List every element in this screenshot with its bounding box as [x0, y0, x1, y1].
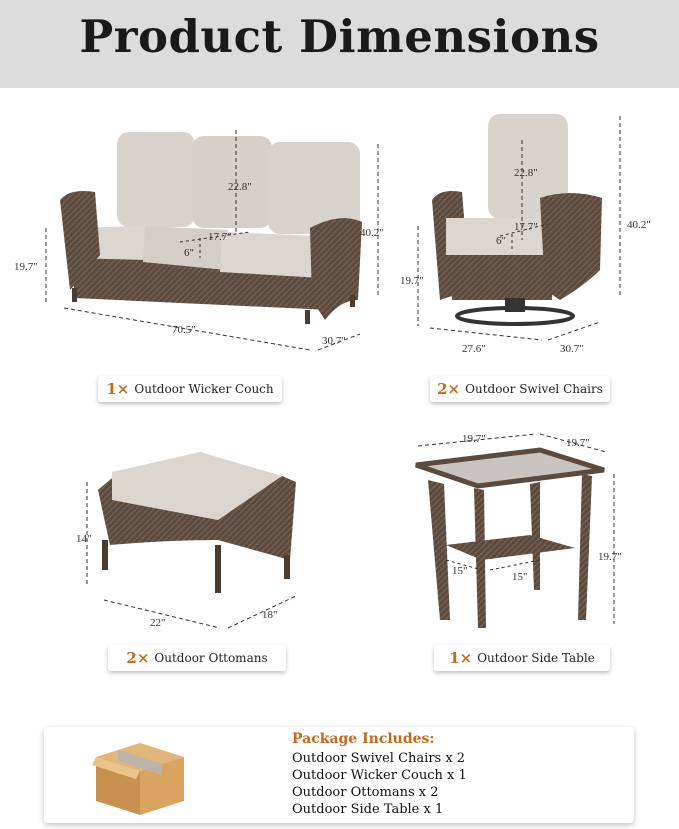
couch-quantity: 1×: [106, 380, 130, 398]
table-shelf-depth: 15": [512, 571, 528, 583]
table-shelf-width: 15": [452, 565, 468, 577]
ottoman-illustration: [76, 452, 296, 629]
box-icon: [92, 735, 188, 817]
package-title: Package Includes:: [292, 731, 435, 747]
chair-back-height: 22.8": [514, 167, 538, 179]
package-list: [292, 750, 467, 818]
chair-caption: [430, 376, 610, 402]
page-title: Product Dimensions: [79, 10, 600, 63]
chair-illustration: [400, 114, 651, 355]
ottoman-width: 22": [150, 617, 166, 629]
couch-label: Outdoor Wicker Couch: [134, 382, 274, 396]
chair-cushion: 6": [496, 235, 506, 247]
ottoman-height: 14": [76, 533, 92, 545]
chair-seat-height: 19.7": [400, 275, 424, 287]
chair-width: 27.6": [462, 343, 486, 355]
couch-seat-height: 19.7": [14, 261, 38, 273]
package-item: Outdoor Side Table x 1: [292, 802, 444, 817]
chair-total-height: 40.2": [627, 219, 651, 231]
couch-total-height: 40.2": [360, 227, 384, 239]
couch-caption: [98, 376, 282, 402]
package-panel: [44, 727, 634, 823]
couch-back-height: 22.8": [228, 181, 252, 193]
couch-illustration: [14, 130, 384, 350]
table-quantity: 1×: [449, 649, 473, 667]
table-label: Outdoor Side Table: [477, 651, 595, 665]
package-item: Outdoor Wicker Couch x 1: [292, 768, 467, 783]
chair-depth: 30.7": [560, 343, 584, 355]
ottoman-quantity: 2×: [126, 649, 150, 667]
table-height: 19.7": [598, 551, 622, 563]
couch-cushion: 6": [184, 247, 194, 259]
table-caption: [434, 645, 610, 671]
couch-depth: 30.7": [322, 335, 346, 347]
table-top-depth: 19.7": [566, 437, 590, 449]
ottoman-label: Outdoor Ottomans: [154, 651, 268, 665]
table-top-width: 19.7": [462, 433, 486, 445]
package-item: Outdoor Ottomans x 2: [292, 785, 439, 800]
chair-quantity: 2×: [437, 380, 461, 398]
chair-seat-depth: 17.7": [514, 221, 538, 233]
ottoman-depth: 18": [262, 609, 278, 621]
ottoman-caption: [108, 645, 286, 671]
couch-width: 70.5": [172, 324, 196, 336]
couch-seat-depth: 17.7": [208, 231, 232, 243]
chair-label: Outdoor Swivel Chairs: [465, 382, 603, 396]
package-item: Outdoor Swivel Chairs x 2: [292, 751, 466, 766]
table-illustration: [416, 433, 622, 628]
